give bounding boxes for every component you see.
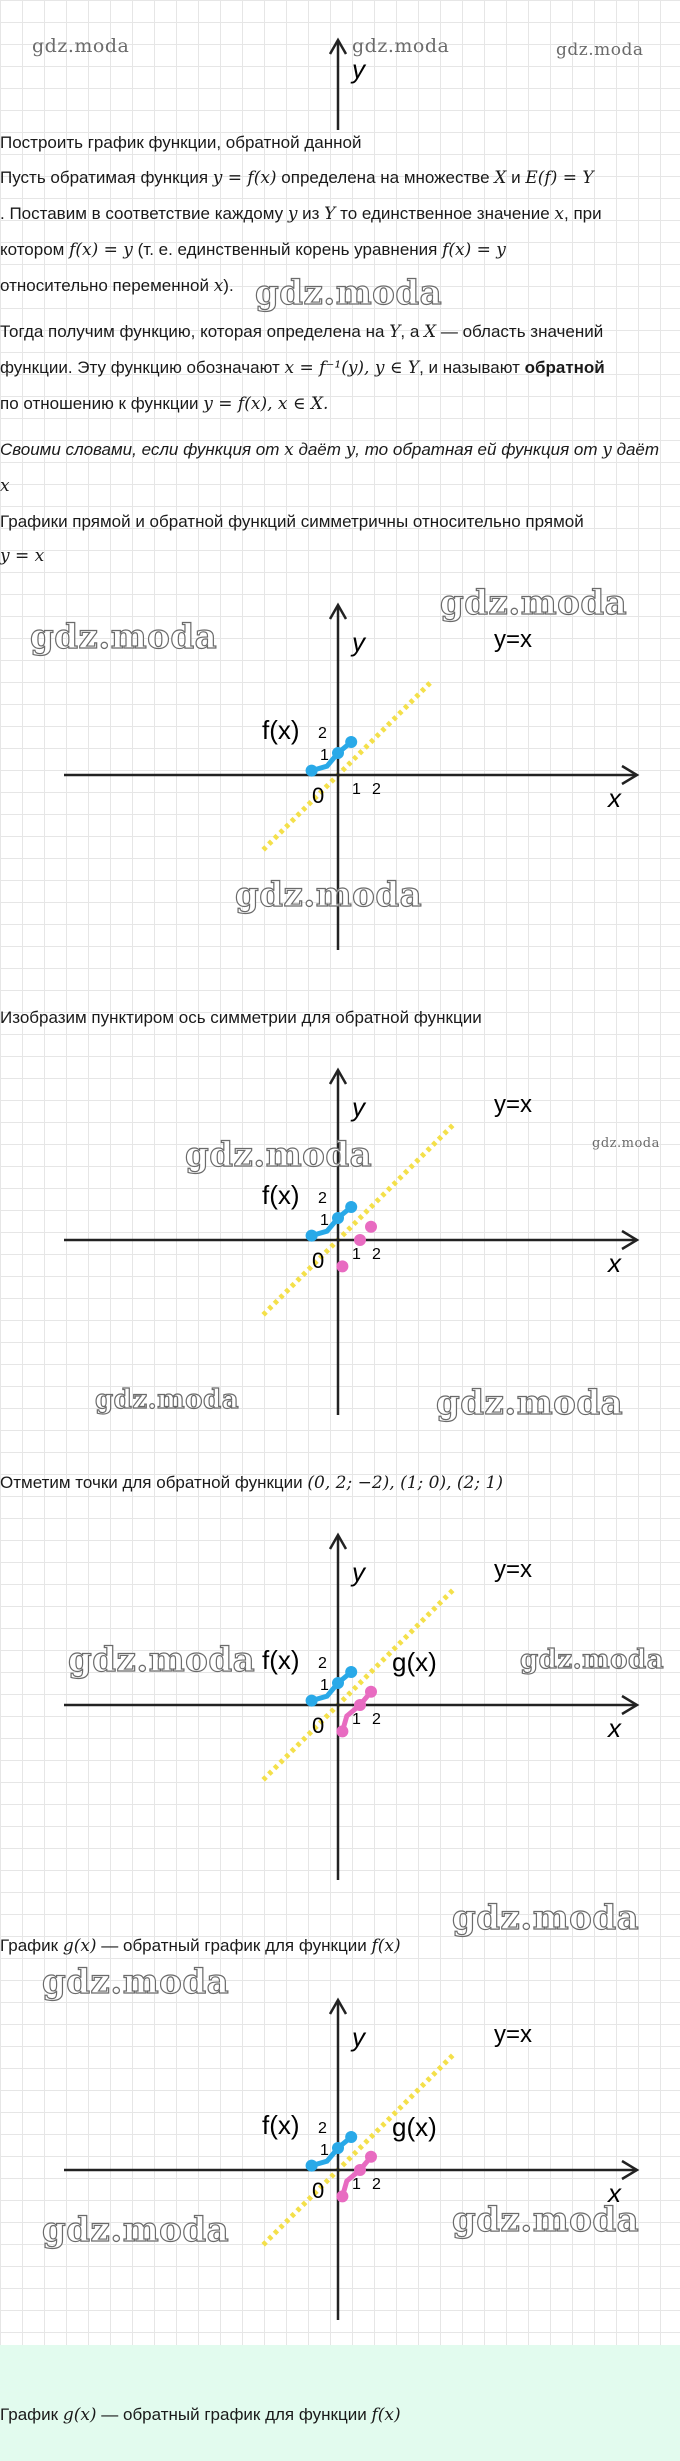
text-line-14: Отметим точки для обратной функции (0, 2; −2), (1; 0), (2; 1): [0, 1473, 503, 1493]
text-line-6: Тогда получим функцию, которая определена на Y, а X — область значений: [0, 322, 604, 342]
text-line-11: Графики прямой и обратной функций симметричны относительно прямой: [0, 512, 584, 531]
graph-1: [0, 575, 680, 970]
f-point: [306, 1230, 318, 1242]
y-axis-label: y: [352, 1557, 365, 1587]
top-axis-svg: [0, 0, 680, 130]
f-label: f(x): [262, 715, 300, 745]
tick-label-x1: 1: [352, 2176, 361, 2193]
f-point: [332, 2142, 344, 2154]
watermark: gdz.moda: [556, 40, 644, 60]
text-line-1: Построить график функции, обратной данной: [0, 133, 362, 152]
tick-label-x2: 2: [372, 1711, 381, 1728]
tick-label-y1: 1: [320, 1677, 329, 1694]
tick-label-y2: 2: [318, 2120, 327, 2137]
watermark: gdz.moda: [452, 2200, 640, 2240]
g-point: [365, 2151, 377, 2163]
g-point: [354, 1699, 366, 1711]
watermark: gdz.moda: [68, 1640, 256, 1680]
tick-label-y2: 2: [318, 1190, 327, 1207]
f-point: [306, 1695, 318, 1707]
g-point: [336, 1260, 348, 1272]
f-point: [306, 2160, 318, 2172]
watermark: gdz.moda: [235, 875, 423, 915]
graph-3-svg: [0, 1505, 680, 1900]
f-curve: [312, 2137, 352, 2166]
text-line-3: . Поставим в соответствие каждому y из Y то единственное значение x, при: [0, 204, 602, 224]
g-label: g(x): [392, 2112, 437, 2142]
tick-label-x1: 1: [352, 1711, 361, 1728]
top-y-label: y: [352, 54, 365, 84]
symmetry-line: [263, 683, 430, 850]
x-axis-label: x: [608, 1248, 621, 1278]
watermark: gdz.moda: [440, 583, 628, 623]
text-line-9: Своими словами, если функция от x даёт y, то обратная ей функция от y даёт: [0, 440, 660, 460]
g-point: [365, 1686, 377, 1698]
line-label: y=x: [494, 1556, 533, 1583]
origin-label: 0: [312, 1713, 325, 1738]
top-axis-area: [0, 0, 680, 130]
watermark: gdz.moda: [42, 2210, 230, 2250]
watermark: gdz.moda: [452, 1898, 640, 1938]
tick-label-y2: 2: [318, 1655, 327, 1672]
text-line-10: x: [0, 476, 10, 496]
watermark: gdz.moda: [592, 1136, 660, 1151]
text-line-15: График g(x) — обратный график для функции f(x): [0, 1936, 401, 1956]
watermark: gdz.moda: [520, 1645, 665, 1675]
f-point: [345, 1666, 357, 1678]
f-point: [306, 765, 318, 777]
g-point: [354, 1234, 366, 1246]
f-point: [345, 2131, 357, 2143]
graph-2-svg: [0, 1040, 680, 1435]
g-point: [336, 2190, 348, 2202]
tick-label-y1: 1: [320, 2142, 329, 2159]
text-line-13: Изобразим пунктиром ось симметрии для обратной функции: [0, 1008, 482, 1027]
f-point: [345, 1201, 357, 1213]
g-point: [365, 1221, 377, 1233]
text-line-16: График g(x) — обратный график для функции f(x): [0, 2405, 401, 2425]
g-point: [336, 1725, 348, 1737]
f-point: [345, 736, 357, 748]
tick-label-y1: 1: [320, 1212, 329, 1229]
symmetry-line: [263, 2053, 454, 2244]
y-axis-label: y: [352, 627, 365, 657]
tick-label-y1: 1: [320, 747, 329, 764]
tick-label-x2: 2: [372, 1246, 381, 1263]
f-curve: [312, 742, 352, 771]
tick-label-y2: 2: [318, 725, 327, 742]
x-axis-label: x: [608, 783, 621, 813]
origin-label: 0: [312, 783, 325, 808]
tick-label-x1: 1: [352, 781, 361, 798]
line-label: y=x: [494, 2021, 533, 2048]
graph-4-svg: [0, 1970, 680, 2340]
watermark: gdz.moda: [32, 35, 130, 57]
text-line-8: по отношению к функции y = f(x), x ∈ X.: [0, 394, 329, 414]
graph-2: [0, 1040, 680, 1435]
tick-label-x2: 2: [372, 781, 381, 798]
tick-label-x2: 2: [372, 2176, 381, 2193]
tick-label-x1: 1: [352, 1246, 361, 1263]
f-label: f(x): [262, 1645, 300, 1675]
watermark: gdz.moda: [95, 1385, 240, 1415]
f-point: [332, 747, 344, 759]
origin-label: 0: [312, 2178, 325, 2203]
text-line-4: котором f(x) = y (т. е. единственный корень уравнения f(x) = y: [0, 240, 506, 260]
text-line-7: функции. Эту функцию обозначают x = f⁻¹(y), y ∈ Y, и называют обратной: [0, 358, 605, 378]
watermark: gdz.moda: [30, 617, 218, 657]
line-label: y=x: [494, 626, 533, 653]
graph-3: [0, 1505, 680, 1900]
g-point: [354, 2164, 366, 2176]
line-label: y=x: [494, 1091, 533, 1118]
watermark: gdz.moda: [255, 273, 443, 313]
origin-label: 0: [312, 1248, 325, 1273]
y-axis-label: y: [352, 1092, 365, 1122]
watermark: gdz.moda: [185, 1135, 373, 1175]
watermark: gdz.moda: [42, 1962, 230, 2002]
f-point: [332, 1212, 344, 1224]
text-line-5: относительно переменной x).: [0, 276, 234, 296]
f-curve: [312, 1672, 352, 1701]
f-label: f(x): [262, 2110, 300, 2140]
text-line-2: Пусть обратимая функция y = f(x) определена на множестве X и E(f) = Y: [0, 168, 594, 188]
f-label: f(x): [262, 1180, 300, 1210]
g-label: g(x): [392, 1647, 437, 1677]
x-axis-label: x: [608, 2178, 621, 2208]
f-curve: [312, 1207, 352, 1236]
f-point: [332, 1677, 344, 1689]
watermark: gdz.moda: [436, 1383, 624, 1423]
graph-4: [0, 1962, 680, 2340]
symmetry-line: [263, 1588, 454, 1779]
y-axis-label: y: [352, 2022, 365, 2052]
text-line-12: y = x: [0, 546, 45, 566]
x-axis-label: x: [608, 1713, 621, 1743]
watermark: gdz.moda: [352, 35, 450, 57]
